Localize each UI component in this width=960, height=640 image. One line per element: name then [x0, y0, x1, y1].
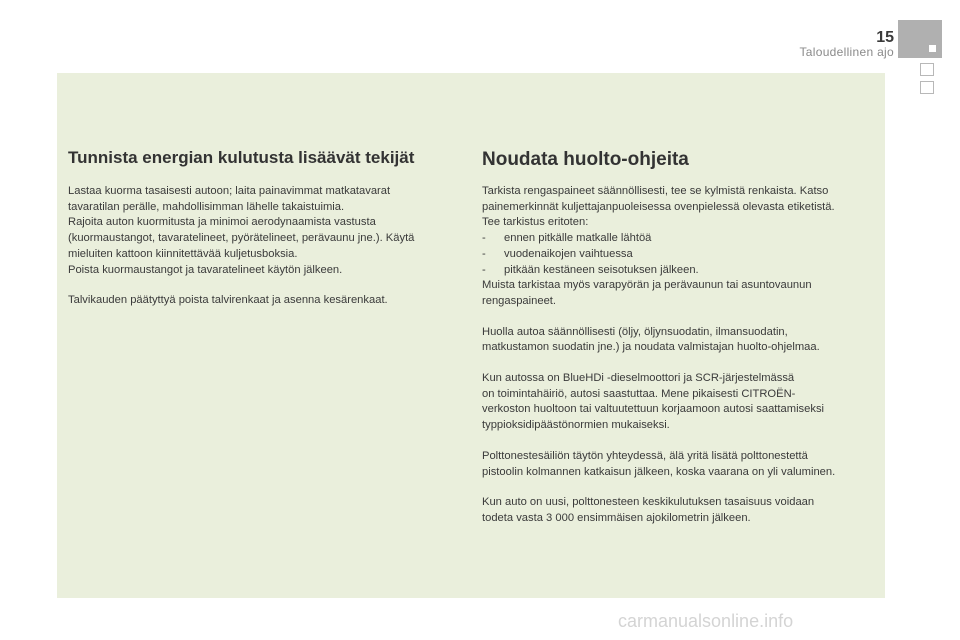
text-line: Tarkista rengaspaineet säännöllisesti, tee se kylmistä renkaista. Katso — [482, 185, 829, 197]
text-line: mieluiten kattoon kiinnitettävää kuljetusboksia. — [68, 247, 298, 260]
text-line: Talvikauden päätyttyä poista talvirenkaat ja asenna kesärenkaat. — [68, 294, 388, 307]
page-number: 15 — [876, 29, 894, 46]
bullet-text: ennen pitkälle matkalle lähtöä — [504, 232, 652, 245]
text-line: Poista kuormaustangot ja tavaratelineet käytön jälkeen. — [68, 263, 343, 276]
text-line: Tee tarkistus eritoten: — [482, 216, 589, 229]
right-column — [482, 149, 882, 542]
text-line: Kun auto on uusi, polttonesteen keskikulutuksen tasaisuus voidaan — [482, 496, 815, 509]
bullet-dash: - — [482, 232, 486, 245]
left-heading: Tunnista energian kulutusta lisäävät tekijät — [68, 148, 415, 167]
chapter-tab[interactable] — [920, 63, 934, 76]
text-line: (kuormaustangot, tavaratelineet, pyörätelineet, perävaunu jne.). Käytä — [68, 232, 415, 245]
left-column — [68, 148, 463, 324]
bullet-dash: - — [482, 247, 486, 260]
tab-marker-icon — [929, 45, 936, 52]
text-line: Polttonestesäiliön täytön yhteydessä, älä yritä lisätä polttonestettä — [482, 449, 808, 462]
text-line: Kun autossa on BlueHDi -dieselmoottori ja SCR-järjestelmässä — [482, 372, 795, 385]
chapter-tab[interactable] — [920, 81, 934, 94]
tyre-pressure-paragraph — [482, 184, 882, 310]
bullet-text: pitkään kestäneen seisotuksen jälkeen. — [504, 263, 699, 276]
bullet-item — [482, 231, 882, 247]
text-line: tavaratilan perälle, mahdollisimman lähelle takaistuimia. — [68, 200, 345, 213]
service-paragraph — [482, 325, 882, 356]
text-line: Lastaa kuorma tasaisesti autoon; laita painavimmat matkatavarat — [68, 185, 391, 197]
text-line: pistoolin kolmannen katkaisun jälkeen, koska vaarana on yli valuminen. — [482, 465, 836, 478]
text-line: rengaspaineet. — [482, 294, 557, 307]
text-line: Huolla autoa säännöllisesti (öljy, öljynsuodatin, ilmansuodatin, — [482, 325, 788, 338]
refuelling-paragraph — [482, 449, 882, 480]
bullet-text: vuodenaikojen vaihtuessa — [504, 247, 633, 260]
loading-paragraph — [68, 184, 463, 278]
text-line: painemerkinnät kuljettajanpuoleisessa ovenpielessä olevasta etiketistä. — [482, 200, 835, 213]
new-car-paragraph — [482, 495, 882, 526]
winter-tyres-paragraph — [68, 293, 463, 309]
text-line: verkoston huoltoon tai valtuutettuun korjaamoon autosi saattamiseksi — [482, 403, 825, 416]
bullet-item — [482, 263, 882, 279]
chapter-tab-active[interactable] — [898, 20, 942, 58]
text-line: typpioksidipäästönormien mukaiseksi. — [482, 419, 670, 432]
text-line: on toimintahäiriö, autosi saastuttaa. Mene pikaisesti CITROËN- — [482, 387, 796, 400]
text-line: todeta vasta 3 000 ensimmäisen ajokilometrin jälkeen. — [482, 511, 751, 524]
text-line: matkustamon suodatin jne.) ja noudata valmistajan huolto-ohjelmaa. — [482, 341, 820, 354]
bluehdi-paragraph — [482, 371, 882, 434]
bullet-item — [482, 247, 882, 263]
section-title: Taloudellinen ajo — [799, 45, 894, 59]
text-line: Muista tarkistaa myös varapyörän ja perävaunun tai asuntovaunun — [482, 279, 812, 292]
text-line: Rajoita auton kuormitusta ja minimoi aerodynaamista vastusta — [68, 216, 376, 229]
right-heading: Noudata huolto-ohjeita — [482, 149, 689, 170]
bullet-dash: - — [482, 263, 486, 276]
watermark: carmanualsonline.info — [618, 611, 794, 631]
